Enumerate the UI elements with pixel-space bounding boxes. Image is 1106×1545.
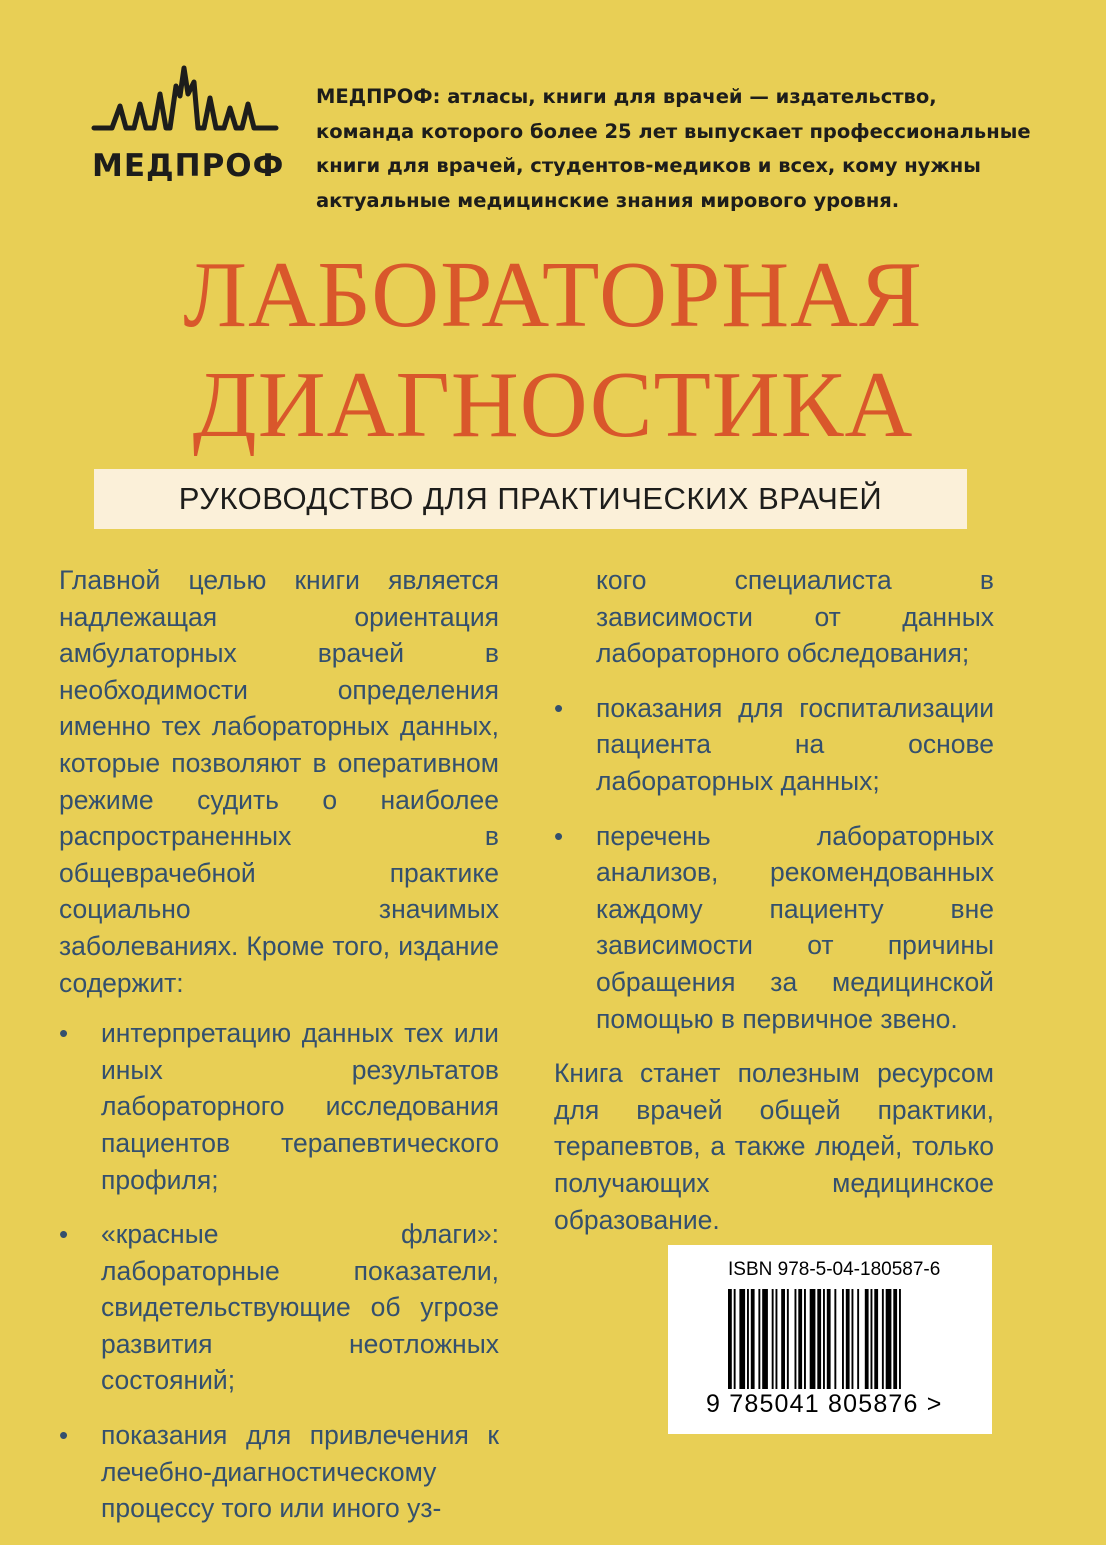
barcode-bar: [834, 1289, 836, 1389]
contents-list: [59, 1015, 499, 1527]
skyline-icon: [90, 64, 280, 144]
barcode-bar: [842, 1289, 844, 1389]
barcode-bar: [781, 1289, 785, 1389]
barcode-bar: [874, 1289, 878, 1389]
barcode-bar: [728, 1289, 732, 1389]
list-item: [554, 818, 994, 1038]
list-item: [59, 1216, 499, 1399]
barcode-bar: [882, 1289, 884, 1389]
barcode-bar: [857, 1289, 859, 1389]
publisher-description: МЕДПРОФ: атласы, книги для врачей — издательство, команда которого более 25 лет выпускает профессиональные книги для врачей, студентов-медиков и всех, кому нужны актуальные медицинские знания мирового уровня.: [316, 85, 1031, 212]
intro-paragraph: Главной целью книги является надлежащая ориентация амбулаторных врачей в необходимости определения именно тех лабораторных данных, которые позволяют в оперативном режиме судить о наиболее распространенных в общеврачебной практике социально значимых заболеваниях. Кроме того, издание содержит:: [59, 565, 499, 998]
contents-list-continued: [554, 690, 994, 1037]
isbn-barcode-panel: [668, 1245, 992, 1434]
barcode-bar: [852, 1289, 854, 1389]
subtitle-banner: [94, 469, 967, 529]
book-subtitle: РУКОВОДСТВО ДЛЯ ПРАКТИЧЕСКИХ ВРАЧЕЙ: [178, 481, 883, 516]
barcode-bar: [827, 1289, 831, 1389]
barcode-bar: [810, 1289, 816, 1389]
book-title-line-1: ЛАБОРАТОРНАЯ: [183, 243, 923, 347]
bullet-icon: •: [554, 820, 564, 851]
barcode-bar: [739, 1289, 745, 1389]
barcode-digits: 9 785041 805876 >: [706, 1390, 943, 1418]
bullet-icon: •: [554, 692, 564, 723]
barcode-bar: [823, 1289, 825, 1389]
body-column-left: [59, 562, 499, 1545]
list-item: [59, 1417, 499, 1527]
list-item-text: «красные флаги»: лабораторные показатели, свидетельствующие об угрозе развития неотложных состояний;: [101, 1219, 499, 1396]
list-item-text: интерпретацию данных тех или иных результатов лабораторного исследования пациентов терапевтического профиля;: [101, 1018, 499, 1195]
list-item: [59, 1015, 499, 1198]
barcode-bar: [758, 1289, 760, 1389]
publisher-logo-name: МЕДПРОФ: [92, 148, 285, 184]
publisher-logo: [90, 64, 290, 144]
body-column-right: [554, 562, 994, 1238]
barcode-bar: [751, 1289, 755, 1389]
barcode-bar: [886, 1289, 892, 1389]
list-item-continuation: кого специалиста в зависимости от данных лабораторного обследования;: [596, 565, 994, 669]
bullet-icon: •: [59, 1420, 69, 1451]
book-title-line-2: ДИАГНОСТИКА: [192, 353, 914, 457]
list-item-text: показания для привлечения к лечебно-диагностическому процессу того или иного уз-: [101, 1420, 499, 1524]
barcode-bar: [734, 1289, 736, 1389]
barcode-bar: [899, 1289, 901, 1389]
barcode-icon: [728, 1289, 946, 1389]
barcode-bar: [846, 1289, 850, 1389]
isbn-label: ISBN 978-5-04-180587-6: [728, 1259, 941, 1280]
list-item-text: перечень лабораторных анализов, рекомендованных каждому пациенту вне зависимости от причины обращения за медицинской помощью в первичное звено.: [596, 820, 994, 1034]
conclusion-paragraph: Книга станет полезным ресурсом для врачей общей практики, терапевтов, а также людей, только получающих медицинское образование.: [554, 1058, 994, 1235]
list-item-text: показания для госпитализации пациента на основе лабораторных данных;: [596, 692, 994, 796]
barcode-bar: [747, 1289, 749, 1389]
barcode-bar: [798, 1289, 802, 1389]
barcode-bar: [804, 1289, 806, 1389]
list-item: [554, 690, 994, 800]
barcode-bar: [776, 1289, 778, 1389]
bullet-icon: •: [59, 1018, 69, 1049]
barcode-bar: [865, 1289, 869, 1389]
barcode-bar: [787, 1289, 789, 1389]
bullet-icon: •: [59, 1219, 69, 1250]
barcode-bar: [817, 1289, 821, 1389]
barcode-bar: [795, 1289, 797, 1389]
barcode-bar: [762, 1289, 768, 1389]
barcode-bar: [871, 1289, 873, 1389]
barcode-bar: [893, 1289, 897, 1389]
barcode-bar: [772, 1289, 774, 1389]
